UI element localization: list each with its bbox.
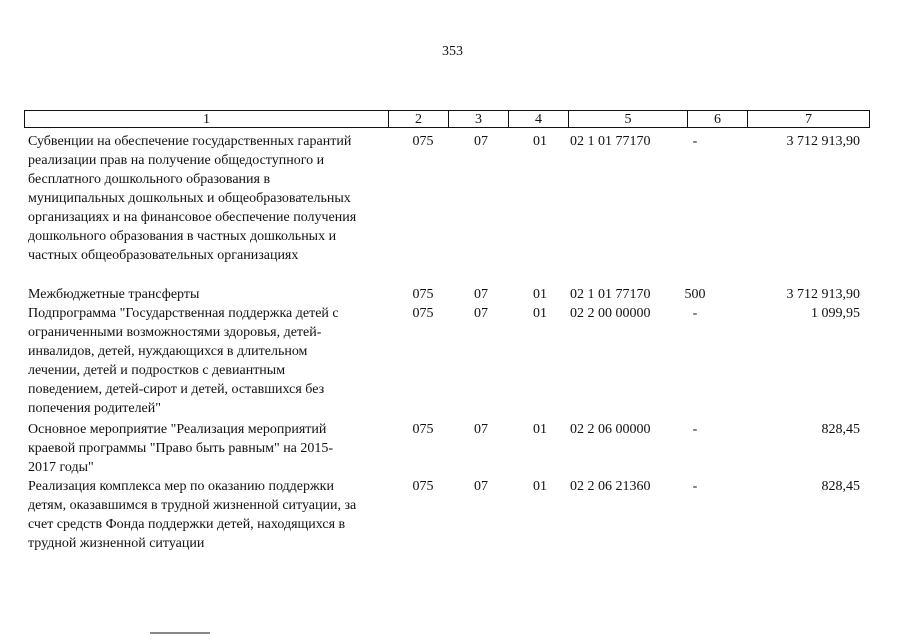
column-header-3: 3 [449,111,509,128]
row-amount: 3 712 913,90 [786,134,860,149]
row-amount: 828,45 [821,422,860,437]
row-expense-type: - [692,134,698,149]
page-number: 353 [442,44,463,59]
column-header-7: 7 [748,111,870,128]
row-amount: 3 712 913,90 [786,287,860,302]
row-subsection: 01 [533,306,547,321]
column-header-4: 4 [509,111,569,128]
row-description: Реализация комплекса мер по оказанию поддержки детям, оказавшимся в трудной жизненной ситуации, за счет средств Фонда поддержки детей, находящихся в трудной жизненной ситуации [28,479,357,551]
row-expense-type: - [692,479,698,494]
row-expense-type: 500 [684,287,706,302]
row-admin-code: 075 [412,287,434,302]
column-header-2: 2 [389,111,449,128]
row-admin-code: 075 [412,479,434,494]
row-target-article: 02 2 00 00000 [570,306,651,321]
row-target-article: 02 2 06 00000 [570,422,651,437]
row-section: 07 [474,287,488,302]
column-header-table [24,110,870,128]
row-subsection: 01 [533,287,547,302]
row-section: 07 [474,306,488,321]
column-header-5: 5 [569,111,688,128]
row-description: Основное мероприятие "Реализация мероприятий краевой программы "Право быть равным" на 2015- 2017 годы" [28,422,334,475]
row-target-article: 02 1 01 77170 [570,287,651,302]
row-subsection: 01 [533,422,547,437]
row-description: Межбюджетные трансферты [28,287,200,302]
row-amount: 1 099,95 [811,306,860,321]
page-bottom-mark [150,632,210,634]
row-admin-code: 075 [412,134,434,149]
row-subsection: 01 [533,479,547,494]
row-amount: 828,45 [821,479,860,494]
row-expense-type: - [692,306,698,321]
row-expense-type: - [692,422,698,437]
row-subsection: 01 [533,134,547,149]
row-section: 07 [474,422,488,437]
row-section: 07 [474,479,488,494]
row-description: Субвенции на обеспечение государственных гарантий реализации прав на получение общедоступного и бесплатного дошкольного образования в муниципальных дошкольных и общеобразовательных организациях и на финансовое обеспечение получения дошкольного образования в частных дошкольных и частных общеобразовательных организациях [28,134,357,263]
column-header-1: 1 [25,111,389,128]
row-target-article: 02 1 01 77170 [570,134,651,149]
column-header-row [25,111,870,128]
row-admin-code: 075 [412,422,434,437]
row-admin-code: 075 [412,306,434,321]
row-section: 07 [474,134,488,149]
row-target-article: 02 2 06 21360 [570,479,651,494]
column-header-6: 6 [688,111,748,128]
row-description: Подпрограмма "Государственная поддержка детей с ограниченными возможностями здоровья, детей- инвалидов, детей, нуждающихся в длительном лечении, детей и подростков с девиантным поведением, детей-сирот и детей, оставшихся без попечения родителей" [28,306,339,416]
